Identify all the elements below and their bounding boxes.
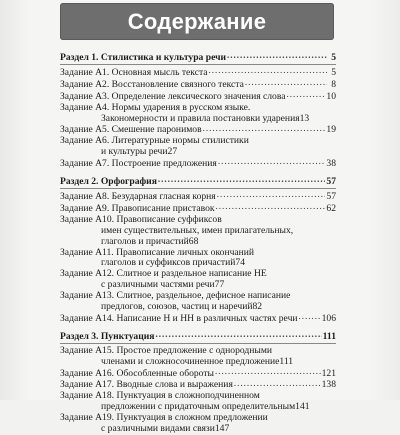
toc-entry-page: 111 xyxy=(279,355,294,367)
dot-leader xyxy=(158,176,326,184)
toc-entry-label: Задание А6. Литературные нормы стилистики xyxy=(60,135,249,147)
dot-leader xyxy=(209,67,327,75)
toc-entry-label: глаголов и причастий xyxy=(101,235,189,247)
toc-entry-page: 141 xyxy=(295,401,310,413)
toc-entry-label: Задание А10. Правописание суффиксов xyxy=(60,213,222,225)
dot-leader xyxy=(155,331,321,339)
toc-entry-continuation xyxy=(60,237,336,248)
toc-entry-label: Задание А15. Простое предложение с однородными xyxy=(60,344,273,356)
section-heading-row xyxy=(60,52,336,64)
page-title: Содержание xyxy=(127,9,267,34)
toc-entry-label: Задание А3. Определение лексического значения слова xyxy=(60,90,286,102)
toc-entry-continuation xyxy=(60,402,336,413)
toc-entry xyxy=(60,103,336,114)
toc-entry-label: Задание А19. Пунктуация в сложном предложении xyxy=(60,412,268,424)
toc-entry-label: Задание А18. Пунктуация в сложноподчиненном xyxy=(60,390,260,402)
dot-leader xyxy=(218,158,326,166)
toc-entry-page: 138 xyxy=(321,379,336,391)
toc-entry-page: 106 xyxy=(321,312,336,324)
toc-entry-label: Закономерности и правила постановки ударения xyxy=(101,112,300,124)
dot-leader xyxy=(215,368,321,376)
toc-entry-label: с различными видами связи xyxy=(101,423,215,435)
section-divider xyxy=(60,343,336,344)
toc-entry xyxy=(60,91,336,103)
toc-entry-label: предлогов, союзов, частиц и наречий xyxy=(101,301,253,313)
toc-entry xyxy=(60,215,336,226)
toc-entry-continuation xyxy=(60,114,336,125)
section-heading: Раздел 3. Пунктуация xyxy=(60,330,155,342)
toc-entry-label: Задание А11. Правописание личных окончаний xyxy=(60,246,255,258)
toc-entry xyxy=(60,413,336,424)
toc-entry-page: 5 xyxy=(331,66,336,78)
toc-entry-label: Задание А7. Построение предложения xyxy=(60,158,217,170)
toc-entry-label: глаголов и суффиксов причастий xyxy=(101,257,236,269)
toc-entry-label: и культуры речи xyxy=(101,146,168,158)
toc-entry xyxy=(60,346,336,357)
toc-entry-continuation xyxy=(60,357,336,368)
toc-entry-page: 10 xyxy=(326,90,336,102)
toc-entry-page: 68 xyxy=(188,235,199,247)
section-page-number: 57 xyxy=(326,176,336,188)
toc-entry-label: Задание А16. Обособленные обороты xyxy=(60,367,214,379)
toc-entry-label: Задание А5. Смешение паронимов xyxy=(60,124,202,136)
toc-entry-label: Задание А9. Правописание приставок xyxy=(60,202,215,214)
toc-entry-continuation xyxy=(60,424,336,435)
dot-leader xyxy=(203,124,326,132)
toc-entry-page: 57 xyxy=(326,190,336,202)
dot-leader xyxy=(287,91,326,99)
toc-entry-label: предложении с придаточным определительным xyxy=(101,401,296,413)
section-heading: Раздел 2. Орфография xyxy=(60,176,157,188)
toc-entry-page: 121 xyxy=(321,367,336,379)
toc-entry xyxy=(60,269,336,280)
toc-entry-page: 27 xyxy=(167,146,178,158)
toc-entry-label: Задание А13. Слитное, раздельное, дефисное написание xyxy=(60,290,291,302)
toc-entry-label: Задание А8. Безударная гласная корня xyxy=(60,190,216,202)
toc-entry xyxy=(60,136,336,147)
toc-entry xyxy=(60,391,336,402)
toc-entry-label: Задание А14. Написание Н и НН в различных частях речи xyxy=(60,312,298,324)
toc-entry-page: 38 xyxy=(326,158,336,170)
section-divider xyxy=(60,188,336,189)
toc-entry-page: 77 xyxy=(214,279,225,291)
toc-entry-label: Задание А4. Нормы ударения в русском языке. xyxy=(60,101,251,113)
toc-entry-label: Задание А2. Восстановление связного текста xyxy=(60,78,244,90)
toc-entry-label: с различными частями речи xyxy=(101,279,215,291)
toc-entry-page: 147 xyxy=(214,423,230,435)
toc-entry-page: 8 xyxy=(331,78,336,90)
toc-entry-page: 13 xyxy=(299,112,310,124)
dot-leader xyxy=(217,191,326,199)
toc-entry xyxy=(60,203,336,215)
toc-entry-page: 62 xyxy=(326,202,336,214)
dot-leader xyxy=(216,203,326,211)
toc-entry-label: Задание А1. Основная мысль текста xyxy=(60,66,208,78)
toc-entry xyxy=(60,291,336,302)
toc-entry-continuation xyxy=(60,302,336,313)
section-heading-row xyxy=(60,176,336,188)
toc-entry-page: 74 xyxy=(235,257,245,269)
section-page-number: 111 xyxy=(322,330,336,342)
toc-entry xyxy=(60,368,336,380)
toc-entry xyxy=(60,313,336,325)
dot-leader xyxy=(299,313,321,321)
toc-entry xyxy=(60,191,336,203)
table-of-contents xyxy=(60,52,336,435)
dot-leader xyxy=(245,79,327,87)
toc-entry-label: Задание А17. Вводные слова и выражения xyxy=(60,379,233,391)
toc-entry-continuation xyxy=(60,147,336,158)
dot-leader xyxy=(227,52,327,60)
toc-entry xyxy=(60,248,336,259)
toc-entry-page: 19 xyxy=(326,124,336,136)
dot-leader xyxy=(234,379,321,387)
toc-entry-label: членами и сложносочиненное предложение xyxy=(101,355,280,367)
toc-entry xyxy=(60,67,336,79)
section-divider xyxy=(60,64,336,65)
toc-entry xyxy=(60,79,336,91)
toc-entry-continuation: имен существительных, имен прилагательных, xyxy=(101,224,294,236)
section-page-number: 5 xyxy=(331,52,336,63)
toc-entry-page: 82 xyxy=(252,301,263,313)
section-heading: Раздел 1. Стилистика и культура речи xyxy=(60,52,227,63)
toc-entry xyxy=(60,158,336,170)
section-heading-row xyxy=(60,331,336,343)
toc-entry-label: Задание А12. Слитное и раздельное написание НЕ xyxy=(60,268,267,280)
